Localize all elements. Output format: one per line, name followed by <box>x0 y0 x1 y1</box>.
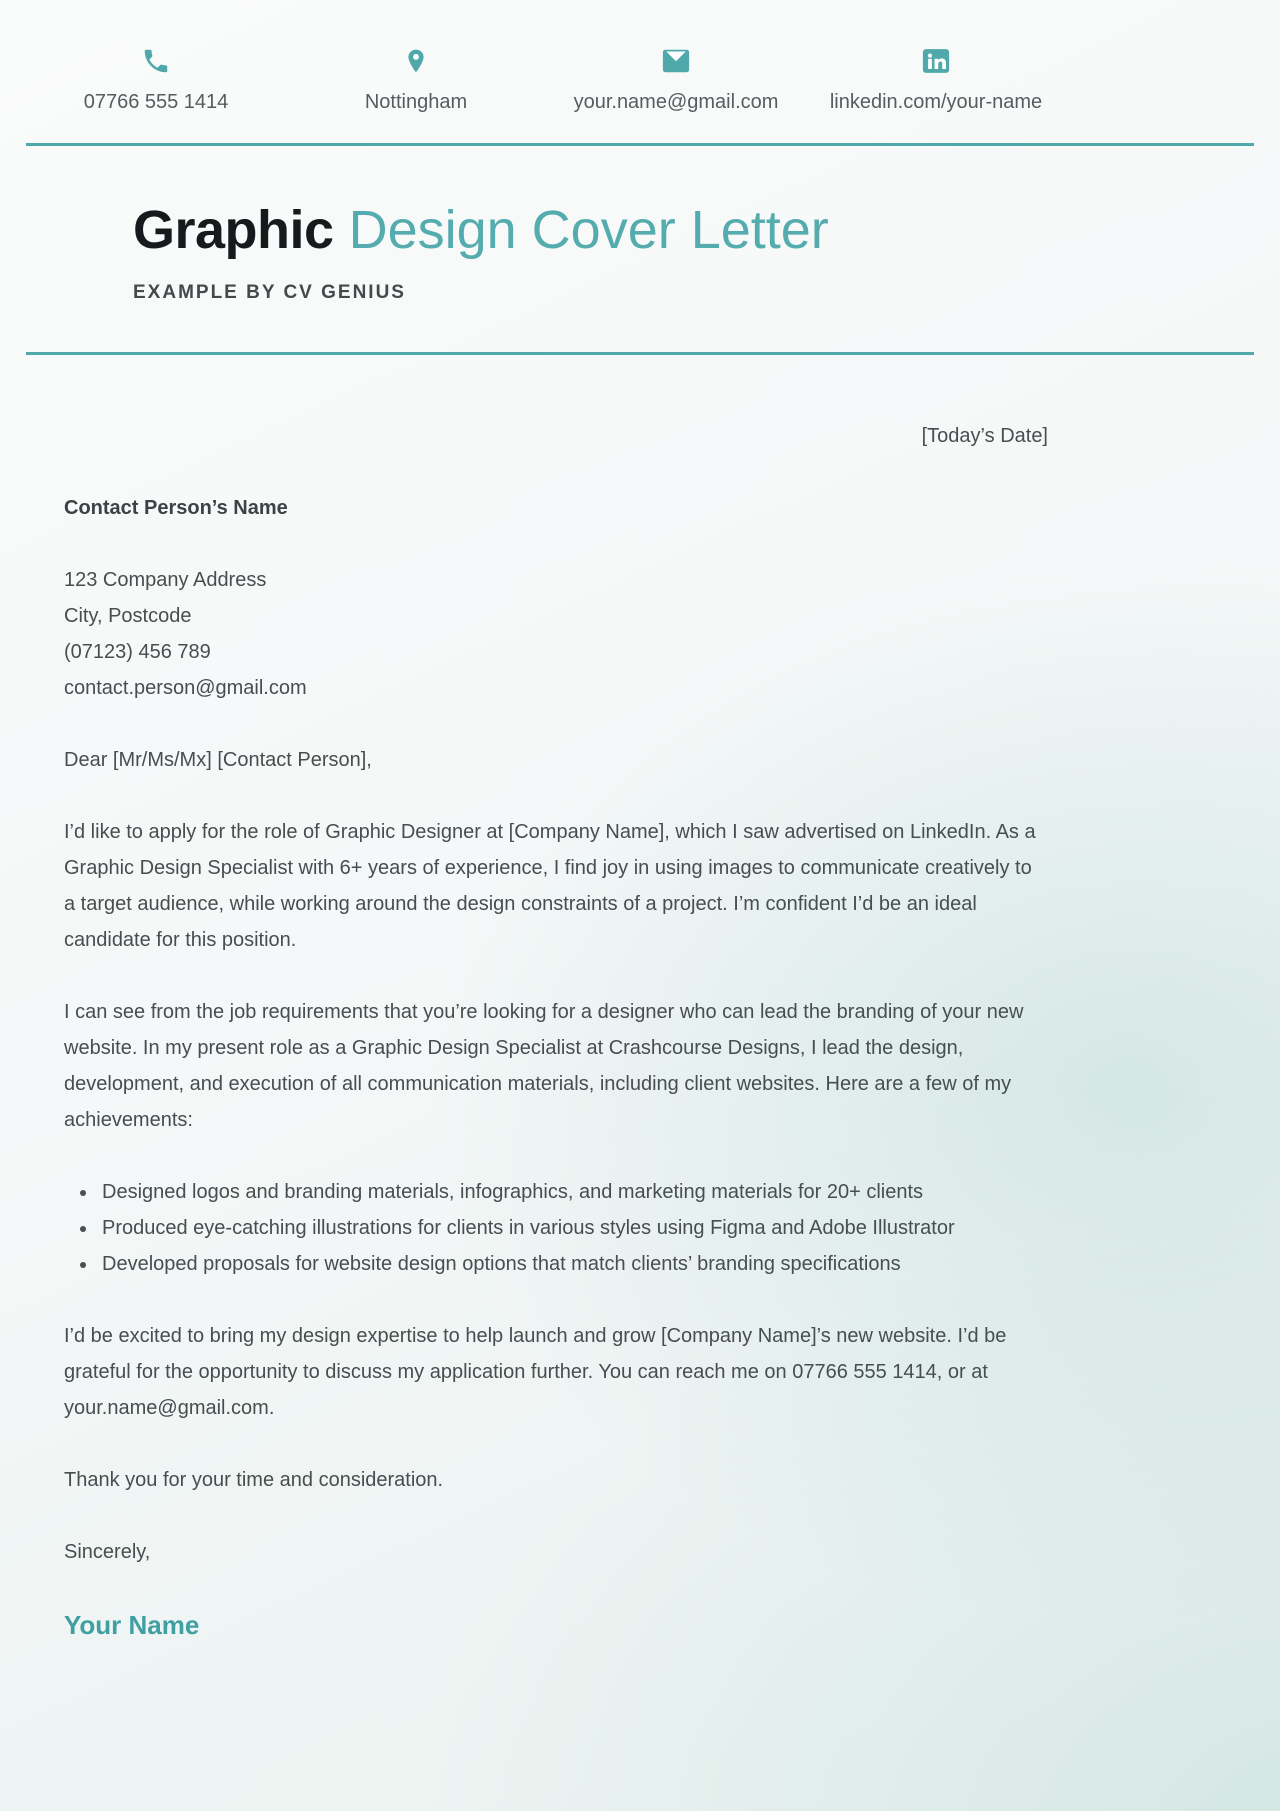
cover-letter-body <box>64 418 1048 1644</box>
email-text: your.name@gmail.com <box>573 91 779 113</box>
linkedin-icon <box>921 45 951 77</box>
linkedin-text: linkedin.com/your-name <box>829 91 1043 113</box>
location-icon <box>403 45 429 77</box>
header-divider <box>26 143 1254 146</box>
address-line: City, Postcode <box>64 605 192 627</box>
page-title-black: Graphic <box>133 200 334 260</box>
achievement-item: • Produced eye-catching illustrations for clients in various styles using Figma and Adobe Illustrator <box>98 1210 1048 1246</box>
thanks-line: Thank you for your time and consideration. <box>64 1469 444 1491</box>
page-title <box>133 200 1220 260</box>
recipient-name: Contact Person’s Name <box>64 497 288 519</box>
paragraph-closing: I’d be excited to bring my design expertise to help launch and grow [Company Name]’s new website. I’d be grateful for the opportunity to discuss my application further. You can reach me on 07766 555 1414, or at your.name@gmail.com. <box>64 1325 1007 1419</box>
phone-icon <box>141 45 171 77</box>
paragraph-intro: I’d like to apply for the role of Graphic Designer at [Company Name], which I saw advertised on LinkedIn. As a Graphic Design Specialist with 6+ years of experience, I find joy in using images to communicate creatively to a target audience, while working around the design constraints of a project. I’m confident I’d be an ideal candidate for this position. <box>64 821 1036 951</box>
title-divider <box>26 352 1254 355</box>
achievement-item: • Developed proposals for website design options that match clients’ branding specifications <box>98 1246 1048 1282</box>
achievement-item: • Designed logos and branding materials, infographics, and marketing materials for 20+ clients <box>98 1174 1048 1210</box>
phone-number: 07766 555 1414 <box>83 91 229 113</box>
address-line: contact.person@gmail.com <box>64 677 307 699</box>
page-title-teal: Design Cover Letter <box>333 200 829 260</box>
page-subtitle: EXAMPLE BY CV GENIUS <box>133 282 406 303</box>
signature-name: Your Name <box>64 1610 200 1640</box>
contact-item-linkedin <box>806 45 1066 114</box>
paragraph-experience: I can see from the job requirements that you’re looking for a designer who can lead the branding of your new website. In my present role as a Graphic Design Specialist at Crashcourse Designs, I lead the design, development, and execution of all communication materials, including client websites. Here are a few of my achievements: <box>64 1001 1024 1131</box>
contact-item-phone <box>26 45 286 114</box>
contact-bar <box>26 0 1066 114</box>
recipient-address <box>64 562 1048 706</box>
contact-item-email <box>546 45 806 114</box>
mail-icon <box>660 45 692 77</box>
address-line: (07123) 456 789 <box>64 641 211 663</box>
address-line: 123 Company Address <box>64 569 267 591</box>
title-block <box>133 200 1220 304</box>
signoff-line: Sincerely, <box>64 1541 151 1563</box>
location-text: Nottingham <box>364 91 468 113</box>
achievements-list <box>64 1174 1048 1282</box>
salutation: Dear [Mr/Ms/Mx] [Contact Person], <box>64 749 372 771</box>
letter-date: [Today’s Date] <box>921 425 1048 447</box>
contact-item-location <box>286 45 546 114</box>
